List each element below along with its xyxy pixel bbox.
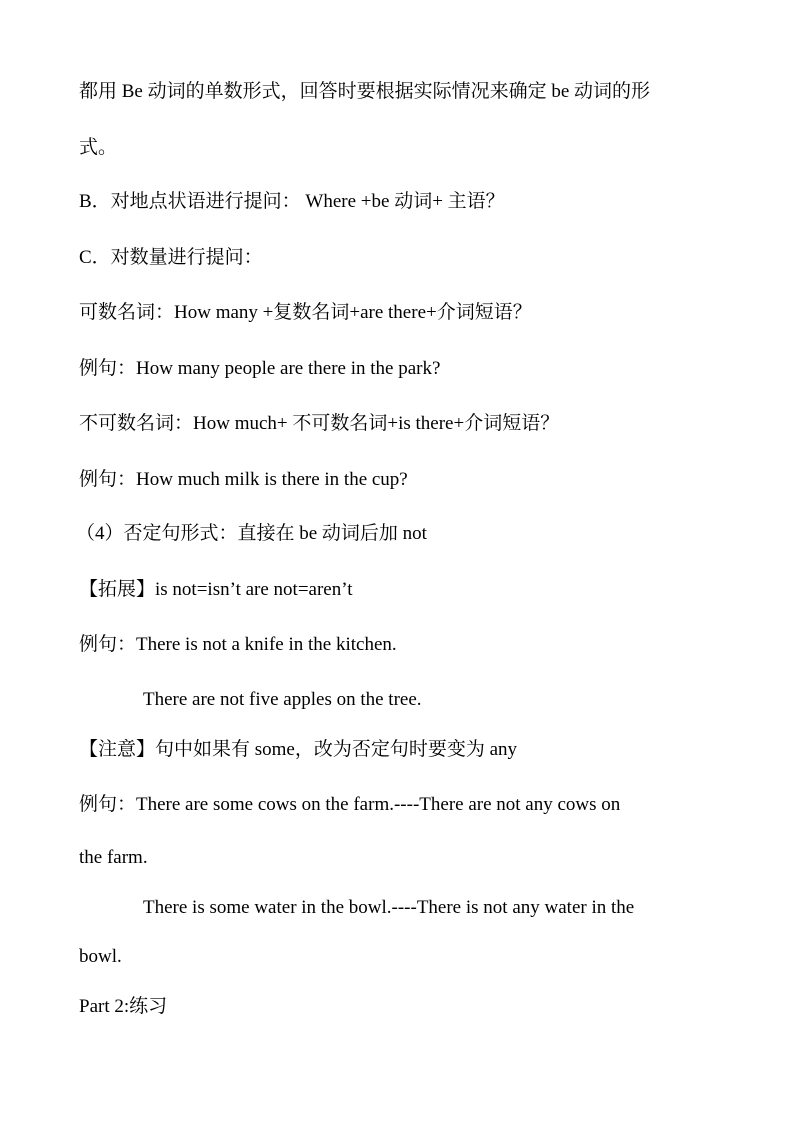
text-line-countable: 可数名词：How many +复数名词+are there+介词短语？ xyxy=(79,302,532,323)
section-heading-part-2: Part 2:练习 xyxy=(79,996,168,1017)
text-line-example-how-much: 例句：How much milk is there in the cup? xyxy=(79,469,408,490)
text-line-example-knife: 例句：There is not a knife in the kitchen. xyxy=(79,634,397,655)
text-line-negative-form: （4）否定句形式：直接在 be 动词后加 not xyxy=(76,523,427,544)
text-line-example-apples: There are not five apples on the tree. xyxy=(143,689,422,710)
text-line-attention: 【注意】句中如果有 some，改为否定句时要变为 any xyxy=(79,739,518,760)
text-line-be-plural-note-cont: 式。 xyxy=(79,137,118,158)
text-line-be-plural-note: 都用 Be 动词的单数形式，回答时要根据实际情况来确定 be 动词的形 xyxy=(79,81,651,102)
text-line-extension: 【拓展】is not=isn’t are not=aren’t xyxy=(79,579,353,600)
text-line-example-cows: 例句：There are some cows on the farm.----There are not any cows on xyxy=(79,794,621,815)
text-line-section-c: C．对数量进行提问： xyxy=(79,247,263,268)
text-line-example-water: There is some water in the bowl.----There is not any water in the xyxy=(143,897,635,918)
text-line-example-water-cont: bowl. xyxy=(79,946,122,967)
text-line-example-cows-cont: the farm. xyxy=(79,847,148,868)
text-line-uncountable: 不可数名词：How much+ 不可数名词+is there+介词短语？ xyxy=(79,413,560,434)
text-line-example-how-many: 例句：How many people are there in the park? xyxy=(79,358,441,379)
text-line-section-b: B．对地点状语进行提问： Where +be 动词+ 主语？ xyxy=(79,191,505,212)
